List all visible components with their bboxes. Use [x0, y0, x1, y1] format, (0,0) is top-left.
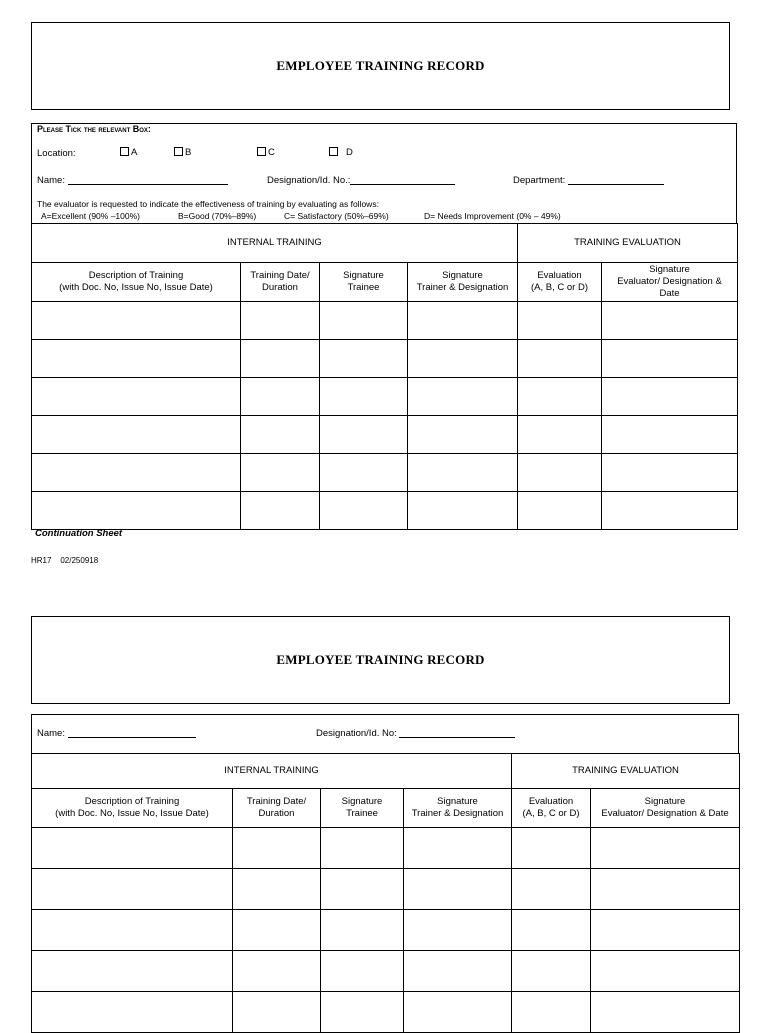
continuation-note: Continuation Sheet	[35, 528, 123, 539]
location-option-c[interactable]: C	[257, 147, 275, 158]
grade-a: A=Excellent (90% –100%)	[41, 211, 140, 221]
name-line[interactable]	[68, 184, 228, 185]
checkbox-icon[interactable]	[257, 147, 266, 156]
department-line[interactable]	[568, 184, 664, 185]
table-row[interactable]	[32, 378, 738, 416]
training-evaluation-header-page2: TRAINING EVALUATION	[512, 754, 740, 789]
col-description: Description of Training (with Doc. No, Issue No, Issue Date)	[32, 789, 233, 828]
table-row[interactable]	[32, 302, 738, 340]
col-sign-evaluator: Signature Evaluator/ Designation & Date	[602, 263, 738, 302]
location-option-b[interactable]: B	[174, 147, 191, 158]
table-row[interactable]	[32, 828, 740, 869]
name-section-page2	[31, 714, 739, 754]
col-evaluation: Evaluation (A, B, C or D)	[512, 789, 591, 828]
form-code: HR17 02/250918	[31, 556, 99, 565]
table-row[interactable]	[32, 951, 740, 992]
form-title: EMPLOYEE TRAINING RECORD	[276, 58, 485, 73]
table-row[interactable]	[32, 910, 740, 951]
col-description: Description of Training (with Doc. No, Issue No, Issue Date)	[32, 263, 241, 302]
location-option-d[interactable]: D	[329, 147, 353, 158]
location-option-a[interactable]: A	[120, 147, 137, 158]
evaluation-note: The evaluator is requested to indicate the effectiveness of training by evaluating as follows:	[37, 199, 379, 209]
column-header-row	[32, 263, 738, 302]
table-row[interactable]	[32, 454, 738, 492]
grade-d: D= Needs Improvement (0% – 49%)	[424, 211, 561, 221]
col-sign-trainee: Signature Trainee	[320, 263, 408, 302]
grade-b: B=Good (70%–89%)	[178, 211, 257, 221]
designation-line[interactable]	[350, 184, 455, 185]
table-row[interactable]	[32, 492, 738, 530]
training-table	[31, 223, 738, 530]
title-box	[31, 22, 730, 110]
designation-field-page2[interactable]: Designation/Id. No:	[316, 728, 515, 739]
internal-training-header: INTERNAL TRAINING	[32, 224, 518, 263]
name-field[interactable]: Name:	[37, 175, 228, 186]
col-evaluation: Evaluation (A, B, C or D)	[518, 263, 602, 302]
name-line-page2[interactable]	[68, 737, 196, 738]
column-header-row-page2	[32, 789, 740, 828]
col-sign-trainer: Signature Trainer & Designation	[404, 789, 512, 828]
checkbox-icon[interactable]	[120, 147, 129, 156]
col-sign-evaluator: Signature Evaluator/ Designation & Date	[591, 789, 740, 828]
training-evaluation-header: TRAINING EVALUATION	[518, 224, 738, 263]
table-row[interactable]	[32, 416, 738, 454]
table-row[interactable]	[32, 992, 740, 1033]
col-sign-trainee: Signature Trainee	[321, 789, 404, 828]
table-row[interactable]	[32, 340, 738, 378]
col-sign-trainer: Signature Trainer & Designation	[408, 263, 518, 302]
department-field[interactable]: Department:	[513, 175, 664, 186]
col-date: Training Date/ Duration	[233, 789, 321, 828]
location-label: Location:	[37, 148, 76, 159]
title-box-page2	[31, 616, 730, 704]
info-section	[31, 123, 737, 224]
name-field-page2[interactable]: Name:	[37, 728, 196, 739]
checkbox-icon[interactable]	[329, 147, 338, 156]
designation-line-page2[interactable]	[399, 737, 515, 738]
table-row[interactable]	[32, 869, 740, 910]
checkbox-icon[interactable]	[174, 147, 183, 156]
form-title-page2: EMPLOYEE TRAINING RECORD	[276, 652, 485, 667]
col-date: Training Date/ Duration	[241, 263, 320, 302]
training-table-page2	[31, 753, 740, 1033]
grade-c: C= Satisfactory (50%–69%)	[284, 211, 389, 221]
internal-training-header-page2: INTERNAL TRAINING	[32, 754, 512, 789]
tick-heading: Please Tick the relevant Box:	[37, 124, 151, 134]
designation-field[interactable]: Designation/Id. No.:	[267, 175, 455, 186]
